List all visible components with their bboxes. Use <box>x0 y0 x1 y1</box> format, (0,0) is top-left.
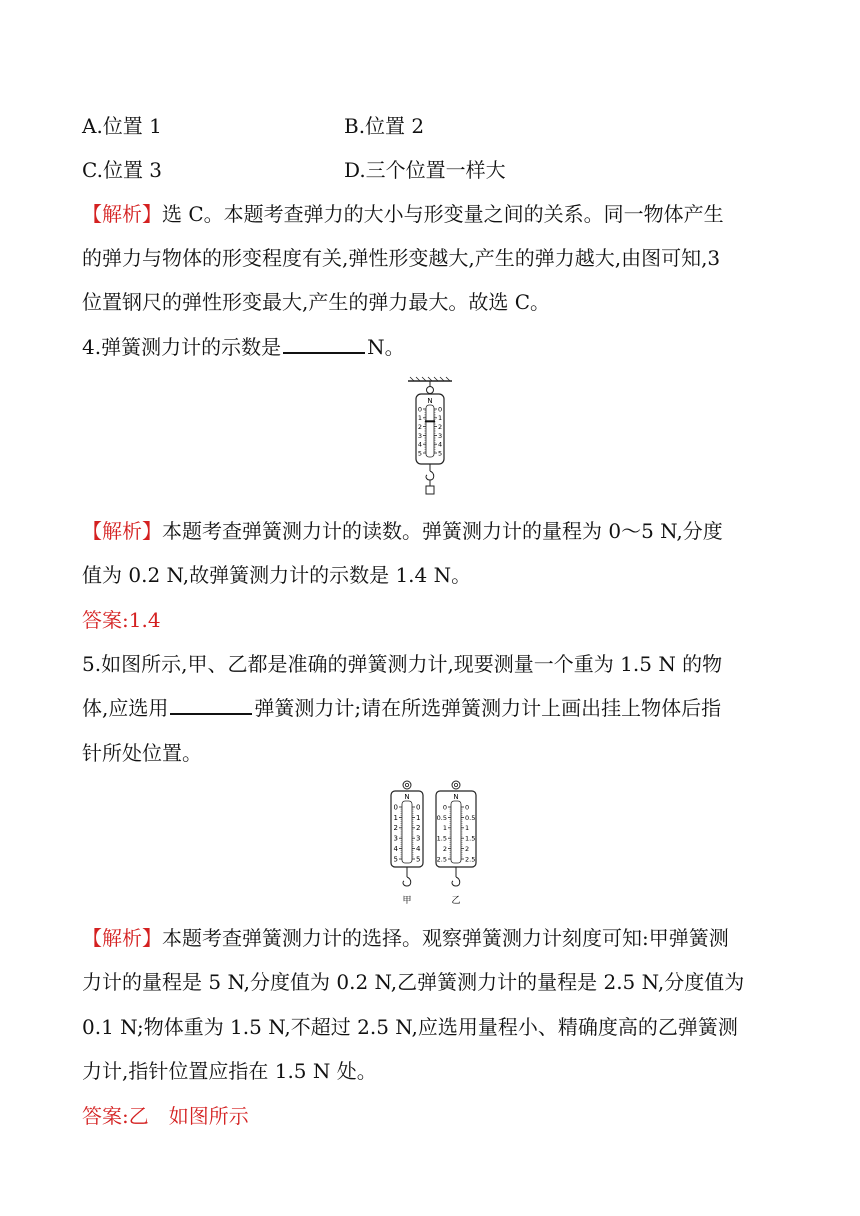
q5-analysis-text1: 本题考查弹簧测力计的选择。观察弹簧测力计刻度可知:甲弹簧测 <box>162 926 729 950</box>
scale-yi-label: 乙 <box>451 896 461 906</box>
q5-stem-line3: 针所处位置。 <box>82 741 202 765</box>
q3-analysis-line2: 的弹力与物体的形变程度有关,弹性形变越大,产生的弹力越大,由图可知,3 <box>82 246 721 270</box>
scale-tick-label: 5 <box>438 449 443 458</box>
q4-stem-before: 4.弹簧测力计的示数是 <box>82 335 282 359</box>
q4-unit-label: N <box>427 397 433 405</box>
option-row-cd <box>82 157 506 183</box>
q4-stem <box>82 334 405 360</box>
q4-answer: 答案:1.4 <box>82 608 161 632</box>
hanging-weight <box>426 486 434 494</box>
scale-tick-label: 2 <box>417 423 422 431</box>
q4-analysis-line1 <box>82 518 723 544</box>
scale-tick-label: 4 <box>393 845 398 853</box>
q5-analysis-line2: 力计的量程是 5 N,分度值为 0.2 N,乙弹簧测力计的量程是 2.5 N,分度值为 <box>82 970 745 994</box>
scale-tick-label: 2 <box>465 845 470 853</box>
q5-spring-scales-figure <box>385 777 485 911</box>
q5-analysis-line1 <box>82 925 729 951</box>
scale-tick-label: 1 <box>442 824 447 833</box>
scale-tick-label: 1.5 <box>465 834 476 843</box>
q5-stem-line1: 5.如图所示,甲、乙都是准确的弹簧测力计,现要测量一个重为 1.5 N 的物 <box>82 652 723 676</box>
q5-analysis-line4: 力计,指针位置应指在 1.5 N 处。 <box>82 1059 377 1083</box>
option-d: D.三个位置一样大 <box>344 158 506 182</box>
q5-stem-line2 <box>82 695 721 721</box>
scale-tick-label: 2 <box>393 824 398 833</box>
q4-analysis-line2: 值为 0.2 N,故弹簧测力计的示数是 1.4 N。 <box>82 563 472 587</box>
scale-tick-label: 3 <box>393 834 398 843</box>
q5-stem-after: 弹簧测力计;请在所选弹簧测力计上画出挂上物体后指 <box>254 696 722 720</box>
scale-tick-label: 0.5 <box>465 813 476 822</box>
scale-tick-label: 1 <box>417 414 422 423</box>
scale-tick-label: 2.5 <box>436 855 447 864</box>
scale-tick-label: 2.5 <box>465 855 476 864</box>
q4-spring-scale-figure <box>400 376 460 504</box>
q5-answer-blank <box>170 695 252 715</box>
scale-tick-label: 1 <box>438 414 443 423</box>
option-a: A.位置 1 <box>82 114 162 138</box>
scale-tick-label: 0 <box>417 405 422 414</box>
scale-tick-label: 5 <box>393 855 398 864</box>
scale-tick-label: 3 <box>438 431 443 440</box>
q4-stem-after: N。 <box>367 335 405 359</box>
q3-analysis-line3: 位置钢尺的弹性形变最大,产生的弹力最大。故选 C。 <box>82 290 551 314</box>
scale-tick-label: 5 <box>417 449 422 458</box>
scale-yi-unit: N <box>453 793 459 801</box>
scale-tick-label: 5 <box>416 855 421 864</box>
q5-answer: 答案:乙 如图所示 <box>82 1104 249 1128</box>
analysis-label: 【解析】 <box>82 202 162 226</box>
q4-analysis-text1: 本题考查弹簧测力计的读数。弹簧测力计的量程为 0～5 N,分度 <box>162 519 723 543</box>
scale-tick-label: 4 <box>438 440 443 449</box>
scale-tick-label: 0 <box>442 803 447 812</box>
option-c: C.位置 3 <box>82 158 163 182</box>
scale-tick-label: 1 <box>465 824 470 833</box>
scale-jia-label: 甲 <box>402 896 412 906</box>
scale-tick-label: 0 <box>393 803 398 812</box>
scale-tick-label: 0 <box>465 803 470 812</box>
scale-tick-label: 3 <box>416 834 421 843</box>
q3-analysis-line1 <box>82 201 724 227</box>
q4-answer-blank <box>283 334 365 354</box>
analysis-label: 【解析】 <box>82 519 162 543</box>
option-b: B.位置 2 <box>344 114 425 138</box>
scale-yi <box>436 781 476 906</box>
analysis-label: 【解析】 <box>82 926 162 950</box>
scale-tick-label: 2 <box>438 423 443 431</box>
scale-tick-label: 1 <box>393 813 398 822</box>
option-row-ab <box>82 113 425 139</box>
scale-jia <box>391 781 423 906</box>
scale-tick-label: 1 <box>416 813 421 822</box>
q5-stem-before: 体,应选用 <box>82 696 169 720</box>
q3-analysis-text1: 选 C。本题考查弹力的大小与形变量之间的关系。同一物体产生 <box>162 202 724 226</box>
scale-tick-label: 1.5 <box>436 834 447 843</box>
scale-jia-unit: N <box>404 793 410 801</box>
scale-tick-label: 0 <box>438 405 443 414</box>
scale-tick-label: 4 <box>417 440 422 449</box>
scale-tick-label: 4 <box>416 845 421 853</box>
q5-analysis-line3: 0.1 N;物体重为 1.5 N,不超过 2.5 N,应选用量程小、精确度高的乙弹簧测 <box>82 1015 738 1039</box>
scale-tick-label: 2 <box>442 845 447 853</box>
scale-tick-label: 0.5 <box>436 813 447 822</box>
scale-tick-label: 2 <box>416 824 421 833</box>
scale-tick-label: 3 <box>417 431 422 440</box>
scale-tick-label: 0 <box>416 803 421 812</box>
